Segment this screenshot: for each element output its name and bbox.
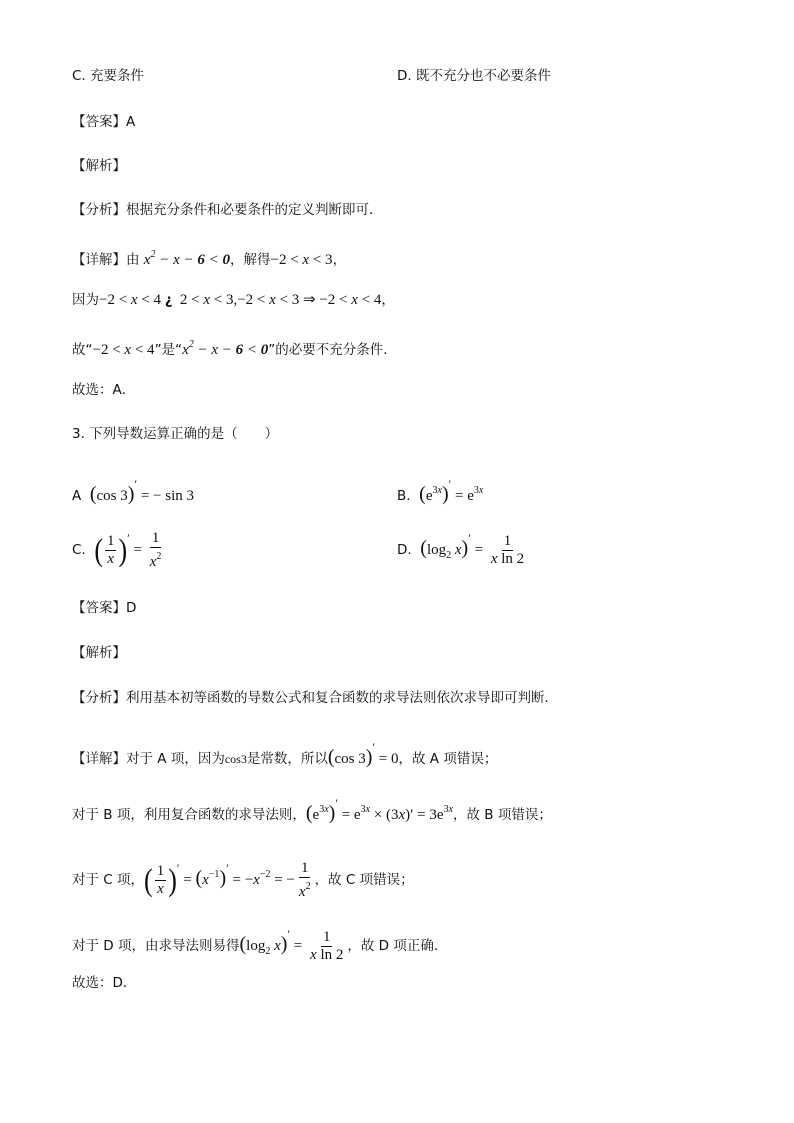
option-b-math: $(e^{3x})' = e^{3x}$ <box>419 477 484 505</box>
q3-detail-d <box>72 924 447 964</box>
q3-answer-line <box>72 598 136 618</box>
conclude-math-2: $x^2 - x - 6 < 0$ <box>182 339 269 358</box>
q3-detail-c <box>72 858 414 901</box>
option-d: D. 既不充分也不必要条件 <box>397 68 551 84</box>
q3-option-c <box>72 528 165 571</box>
analysis-label: 【解析】 <box>72 158 126 174</box>
select-line-q3: 故选：D． <box>72 975 137 991</box>
option-a-math: (cos 3)′ = − sin 3 <box>89 477 194 505</box>
inequality-quadratic: $x^2 - x - 6 < 0$ <box>143 249 230 268</box>
q3-a-cos: cos3 <box>224 752 247 766</box>
q3-b-tail: ，故 B 项错误； <box>453 807 552 823</box>
detail-text-2: ，解得 <box>230 252 271 268</box>
q3-a-mid: 是常数，所以 <box>246 751 328 767</box>
q3-option-b <box>397 474 483 506</box>
because-math: −2 < x < 4 ¿ 2 < x < 3,−2 < x < 3 ⇒ −2 < x < 4 <box>99 292 382 308</box>
conclude-pre: 故“ <box>72 342 93 358</box>
q3-option-a <box>72 474 194 506</box>
conclude-math-1: −2 < x < 4 <box>92 342 155 358</box>
q3-fenxi-line <box>72 688 558 708</box>
solution-range: −2 < x < 3 <box>270 252 333 268</box>
q3-c-tail: ，故 C 项错误； <box>314 872 414 888</box>
option-d-label: D. <box>397 542 412 558</box>
detail-line <box>72 245 346 270</box>
q3-b-pre: 对于 B 项，利用复合函数的求导法则， <box>72 807 306 823</box>
option-b-label: B. <box>397 488 411 504</box>
q3-analysis-label: 【解析】 <box>72 645 126 661</box>
q3-a-math: (cos 3)′ = 0 <box>327 740 399 768</box>
q3-a-pre: 对于 A 项，因为 <box>126 751 225 767</box>
q3-b-math: $(e^{3x})' = e^{3x} \times (3x)' = 3e^{3x}$ <box>305 796 454 824</box>
answer-line <box>72 112 135 132</box>
option-d-math: ($\log_2$ x)′ = $\frac{1}{\text{x ln 2}}$ <box>420 531 525 568</box>
because-tail: ， <box>381 292 395 308</box>
answer-label: 【答案】 <box>72 114 126 130</box>
q3-detail-label: 【详解】 <box>72 751 126 767</box>
conclude-mid: ”是“ <box>154 342 183 358</box>
option-a-label: A <box>72 488 82 504</box>
fenxi-text: 根据充分条件和必要条件的定义判断即可． <box>126 202 383 218</box>
conclude-tail: ”的必要不充分条件． <box>268 342 397 358</box>
q3-answer-value: D <box>126 600 137 616</box>
detail-text-1: 由 <box>126 252 140 268</box>
q3-option-d <box>397 528 528 568</box>
q3-detail-b <box>72 793 552 825</box>
q3-d-tail: ，故 D 项正确． <box>347 938 448 954</box>
option-c-label: C. <box>72 542 86 558</box>
option-c-math: ( $\frac{1}{x}$ )′ = $\frac{1}{x^2}$ <box>94 530 162 571</box>
detail-label: 【详解】 <box>72 252 126 268</box>
q3-answer-label: 【答案】 <box>72 600 126 616</box>
q3-d-math: ($\log_2$ x)′ = $\frac{1}{\text{x ln 2}}$ <box>239 927 344 964</box>
q3-c-pre: 对于 C 项， <box>72 872 145 888</box>
conclude-line <box>72 335 397 360</box>
q3-fenxi-label: 【分析】 <box>72 690 126 706</box>
q3-c-math: ( $\frac{1}{x}$ )$' = (x^{-1})' = -x^{-2}$ = − $\frac{1}{x^2}$ <box>144 860 311 901</box>
q3-fenxi-text: 利用基本初等函数的导数公式和复合函数的求导法则依次求导即可判断． <box>126 690 558 706</box>
option-c: C. 充要条件 <box>72 68 145 84</box>
q3-a-tail: ，故 A 项错误； <box>398 751 498 767</box>
answer-value: A <box>126 114 136 130</box>
fenxi-line <box>72 200 383 220</box>
detail-text-3: ， <box>332 252 347 268</box>
q3-d-pre: 对于 D 项，由求导法则易得 <box>72 938 240 954</box>
select-line-q2: 故选：A． <box>72 382 136 398</box>
q3-detail-a <box>72 737 497 769</box>
fenxi-label: 【分析】 <box>72 202 126 218</box>
because-line <box>72 290 395 311</box>
because-label: 因为 <box>72 292 99 308</box>
question-3-stem: 3. 下列导数运算正确的是（ ） <box>72 426 279 442</box>
